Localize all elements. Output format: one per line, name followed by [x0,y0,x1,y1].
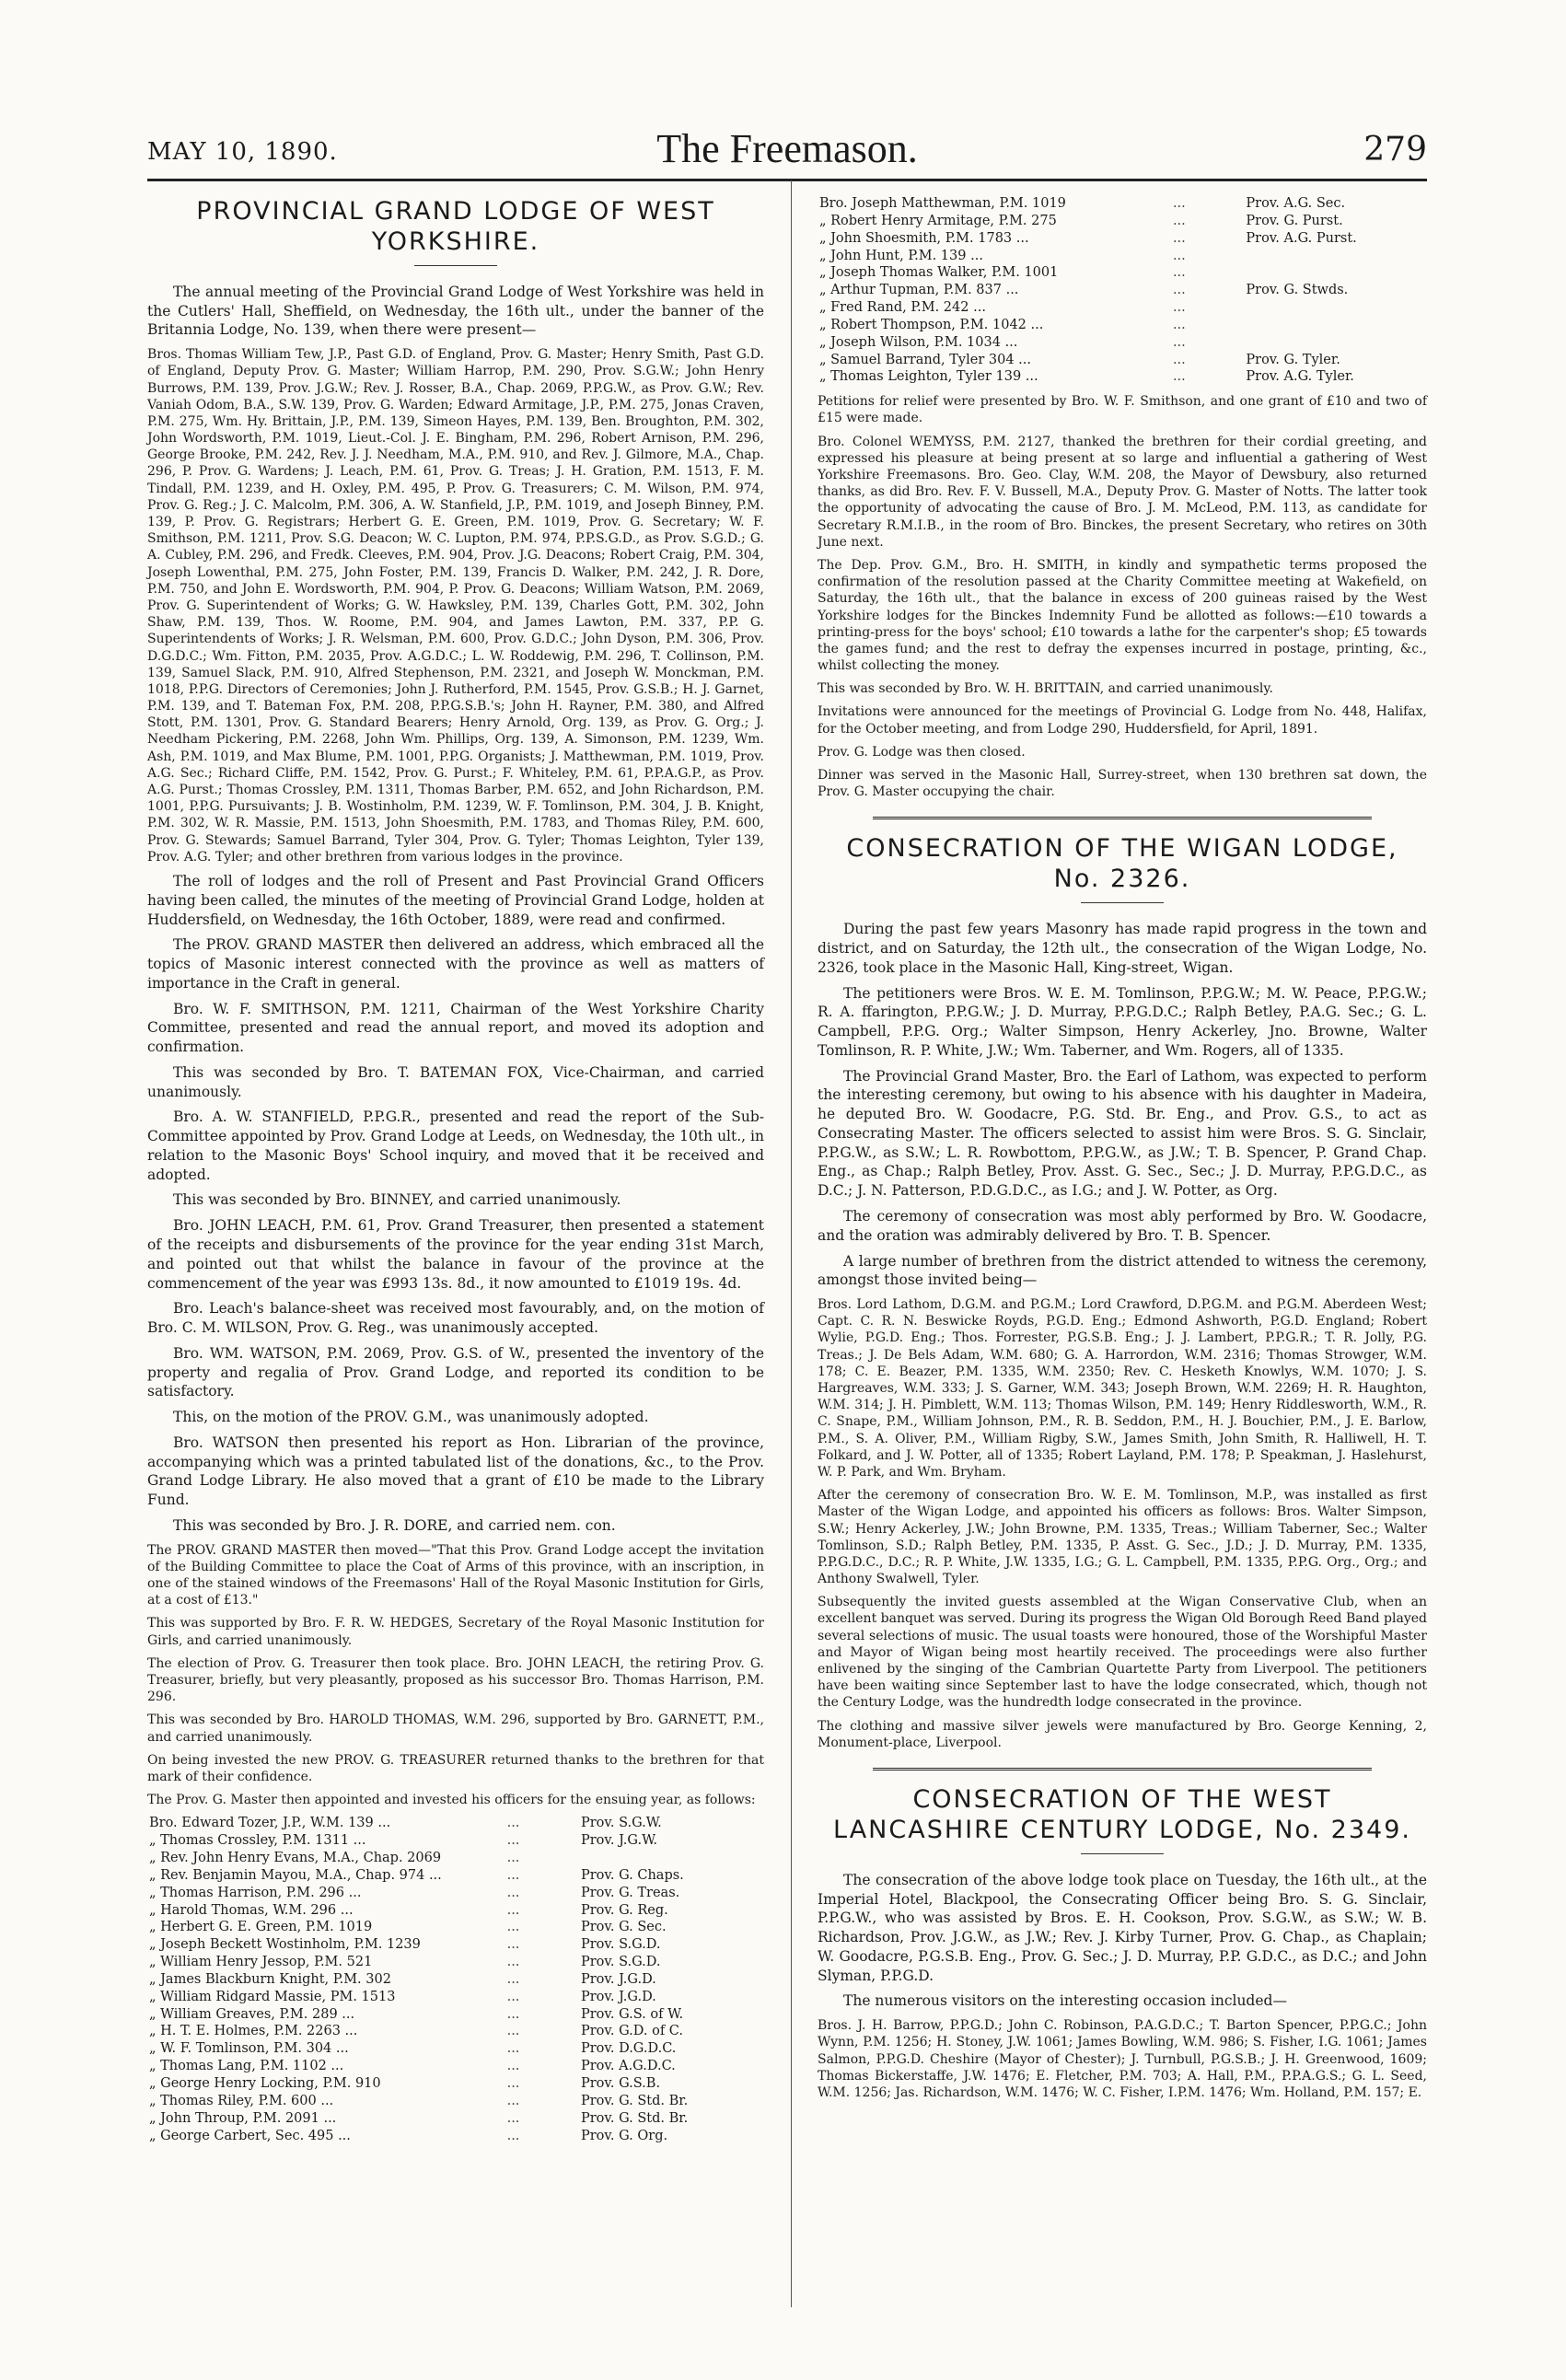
leader-dots: ... [506,2093,520,2108]
paragraph: Bro. Leach's balance-sheet was received most favourably, and, on the motion of Bro. C. M. WILSON, Prov. G. Reg., was unanimously accepted. [147,1300,764,1337]
officer-row [147,1954,764,1971]
paragraph: The petitioners were Bros. W. E. M. Tomlinson, P.P.G.W.; M. W. Peace, P.P.G.W.; R. A. ffarington, P.P.G.W.; J. D. Murray, P.P.G.D.C.; Ralph Betley, P.A.G. Sec.; G. L. Campbell, P.P.G. Org.; Walter Simpson, Henry Ackerley, Jno. Browne, Walter Tomlinson, R. P. White, J.W.; Wm. Taberner, and Wm. Rogers, all of 1335. [818,984,1427,1059]
officer-office: Prov. G. Treas. [580,1885,680,1900]
paragraph: During the past few years Masonry has made rapid progress in the town and district, and on Saturday, the 12th ult., the consecration of the Wigan Lodge, No. 2326, took place in the Masonic Hall, King-street, Wigan. [818,921,1427,976]
paragraph: Bro. Colonel WEMYSS, P.M. 2127, thanked the brethren for their cordial greeting, and expressed his pleasure at being present at so large and influential a gathering of West Yorkshire Freemasons. Bro. Geo. Clay, W.M. 208, the Mayor of Dewsbury, also returned thanks, as did Bro. Rev. F. V. Bussell, M.A., Deputy Prov. G. Master of Notts. The latter took the opportunity of advocating the cause of Bro. J. M. McLeod, P.M. 113, as candidate for Secretary R.M.I.B., in the room of Bro. Binckes, the present Secretary, who retires on 30th June next. [818,434,1427,550]
paragraph: This was seconded by Bro. J. R. DORE, and carried nem. con. [173,1516,616,1534]
officer-office: Prov. G. Sec. [580,1920,667,1935]
leader-dots: ... [506,2128,520,2143]
officer-office [1244,334,1427,352]
officer-row [147,1867,764,1885]
paragraph: This was seconded by Bro. BINNEY, and carried unanimously. [173,1191,621,1209]
officer-row [147,1902,764,1920]
paragraph: This, on the motion of the PROV. G.M., was unanimously adopted. [173,1409,649,1426]
leader-dots: ... [506,1955,520,1970]
short-rule [414,265,497,266]
masthead-rule [147,179,1427,181]
paragraph: The numerous visitors on the interesting occasion included— [843,1992,1287,2010]
officer-office: Prov. A.G. Tyler. [1246,369,1354,385]
paragraph: The ceremony of consecration was most ably performed by Bro. W. Goodacre, and the oration was admirably delivered by Bro. T. B. Spencer. [818,1208,1427,1244]
officer-name: „ Harold Thomas, W.M. 296 ... [149,1902,354,1918]
officer-name: „ William Henry Jessop, P.M. 521 [149,1955,373,1970]
paragraph: This was seconded by Bro. W. H. BRITTAIN, and carried unanimously. [818,681,1273,697]
leader-dots: ... [1172,230,1186,246]
officer-office [1244,248,1427,265]
leader-dots: ... [1172,213,1186,228]
officer-name: „ H. T. E. Holmes, P.M. 2263 ... [149,2024,358,2039]
leader-dots: ... [1172,248,1186,263]
officer-name: „ Thomas Leighton, Tyler 139 ... [819,369,1038,385]
issue-date: MAY 10, 1890. [147,138,338,166]
officer-row [818,368,1427,386]
heading-line: CONSECRATION OF THE WEST [912,1784,1332,1814]
visitors-list: Bros. J. H. Barrow, P.P.G.D.; John C. Robinson, P.A.G.D.C.; T. Barton Spencer, P.P.G.C.; John Wynn, P.M. 1256; H. Stoney, J.W. 1061; James Bowling, W.M. 986; S. Fisher, I.G. 1061; James Salmon, P.P.G.D. Cheshire (Mayor of Chester); J. Turnbull, P.G.S.B.; J. H. Greenwood, 1609; Thomas Bickerstaffe, J.W. 1476; E. Fletcher, P.M. 703; A. Hall, P.M., P.P.A.G.S.; G. L. Seed, W.M. 1256; Jas. Richardson, W.M. 1476; W. C. Fisher, I.P.M. 1476; Wm. Holland, P.M. 157; E. [818,2018,1427,2100]
officer-row [147,2110,764,2128]
leader-dots: ... [506,2024,520,2039]
article-heading-wigan [818,834,1427,895]
leader-dots: ... [506,1989,520,2004]
officer-name: „ William Greaves, P.M. 289 ... [149,2006,355,2022]
officer-row [818,352,1427,369]
newspaper-title: The Freemason. [656,126,918,171]
officer-office [1244,317,1427,334]
officer-row [147,2128,764,2145]
officer-row [147,1971,764,1989]
officer-name: „ George Carbert, Sec. 495 ... [149,2128,351,2143]
paragraph: The Prov. G. Master then appointed and invested his officers for the ensuing year, as follows: [147,1793,756,1808]
officer-office: Prov. G. Purst. [1246,213,1343,228]
officer-name: „ Herbert G. E. Green, P.M. 1019 [149,1920,373,1935]
invited-list: Bros. Lord Lathom, D.G.M. and P.G.M.; Lord Crawford, D.P.G.M. and P.G.M. Aberdeen West; Capt. C. R. N. Beswicke Royds, P.G.D. Eng.; Edmond Ashworth, P.G.D. England; Robert Wylie, P.G.D. Eng.; Thos. Forrester, P.G.S.B. Eng.; J. J. Lambert, P.P.G.R.; T. R. Jolly, P.G. Treas.; J. De Bels Adam, W.M. 680; G. A. Harrordon, W.M. 2316; Thomas Strowger, W.M. 178; C. E. Beazer, P.M. 1335, W.M. 2350; Rev. C. Hesketh Knowlys, W.M. 1070; J. S. Hargreaves, W.M. 333; J. S. Garner, W.M. 343; Joseph Brown, W.M. 2269; H. R. Haughton, W.M. 314; J. H. Pimblett, W.M. 113; Thomas Wilson, P.M. 149; Henry Riddlesworth, W.M., R. C. Snape, P.M., William Johnson, P.M., R. B. Seddon, P.M., H. J. Bouchier, P.M., J. E. Barlow, P.M., S. A. Oliver, P.M., William Rigby, S.W., James Smith, John Smith, R. Halliwell, H. T. Folkard, and J. W. Potter, all of 1335; Robert Layland, P.M. 178; P. Speakman, J. Haslehurst, W. P. Park, and Wm. Bryham. [818,1297,1427,1480]
paragraph: Dinner was served in the Masonic Hall, Surrey-street, when 130 brethren sat down, the Prov. G. Master occupying the chair. [818,768,1427,800]
leader-dots: ... [506,1833,520,1849]
attendees-list: Bros. Thomas William Tew, J.P., Past G.D. of England, Prov. G. Master; Henry Smith, Past G.D. of England, Deputy Prov. G. Master; William Harrop, P.M. 290, Prov. S.G.W.; John Henry Burrows, P.M. 139, Prov. J.G.W.; Rev. J. Rosser, B.A., Chap. 2069, P.P.G.W., as Prov. G.W.; Rev. Vaniah Odom, B.A., S.W. 139, Prov. G. Warden; Edward Armitage, J.P., P.M. 275, Jonas Craven, P.M. 275, Wm. Hy. Brittain, J.P., P.M. 139, Simeon Hayes, P.M. 139, Ben. Broughton, P.M. 302, John Wordsworth, P.M. 1019, Lieut.-Col. J. E. Bingham, P.M. 296, Robert Arnison, P.M. 296, George Brooke, P.M. 242, Rev. J. J. Needham, M.A., P.M. 910, and Rev. J. Gilmore, M.A., Chap. 296, P. Prov. G. Wardens; J. Leach, P.M. 61, Prov. G. Treas; J. H. Gration, P.M. 1513, F. M. Tindall, P.M. 1239, and H. Oxley, P.M. 495, P. Prov. G. Treasurers; C. M. Wilson, P.M. 974, Prov. G. Reg.; J. C. Malcolm, P.M. 306, A. W. Stanfield, J.P., P.M. 1019, and Joseph Binney, P.M. 139, P. Prov. G. Registrars; Herbert G. E. Green, P.M. 1019, Prov. G. Secretary; W. F. Smithson, P.M. 1211, Prov. S.G. Deacon; W. C. Lupton, P.M. 974, P.P.S.G.D., as Prov. S.G.D.; G. A. Cubley, P.M. 296, and Fredk. Cleeves, P.M. 904, Prov. J.G. Deacons; Robert Craig, P.M. 304, Joseph Lowenthal, P.M. 275, John Foster, P.M. 139, Francis D. Walker, P.M. 242, J. R. Dore, P.M. 750, and John E. Wordsworth, P.M. 904, P. Prov. G. Deacons; William Watson, P.M. 2069, Prov. G. Superintendent of Works; G. W. Hawksley, P.M. 139, Charles Gott, P.M. 302, John Shaw, P.M. 139, Thos. W. Roome, P.M. 904, and James Lawton, P.M. 337, P.P. G. Superintendents of Works; J. R. Welsman, P.M. 600, Prov. G.D.C.; John Dyson, P.M. 306, Prov. D.G.D.C.; Wm. Fitton, P.M. 2035, Prov. A.G.D.C.; L. W. Roddewig, P.M. 296, T. Collinson, P.M. 139, Samuel Slack, P.M. 910, Alfred Stephenson, P.M. 2321, and Joseph W. Monckman, P.M. 1018, P.P.G. Directors of Ceremonies; John J. Rutherford, P.M. 1545, Prov. G.S.B.; H. J. Garnet, P.M. 139, and T. Bateman Fox, P.M. 208, P.P.G.S.B.'s; John H. Rayner, P.M. 380, and Alfred Stott, P.M. 1301, Prov. G. Standard Bearers; Henry Arnold, Org. 139, as Prov. G. Org.; J. Needham Pickering, P.M. 2268, John Wm. Phillips, Org. 139, A. Simonson, P.M. 1239, Wm. Ash, P.M. 1019, and Max Blume, P.M. 1001, P.P.G. Organists; J. Matthewman, P.M. 1019, Prov. A.G. Sec.; Richard Cliffe, P.M. 1542, Prov. G. Purst.; F. Whiteley, P.M. 61, P.P.A.G.P., as Prov. A.G. Purst.; Thomas Crossley, P.M. 1311, Thomas Barber, P.M. 652, and John Richardson, P.M. 1001, P.P.G. Pursuivants; J. B. Wostinholm, P.M. 1239, W. F. Tomlinson, P.M. 304, J. B. Knight, P.M. 302, W. R. Massie, P.M. 1513, John Shoesmith, P.M. 1783, and Thomas Riley, P.M. 600, Prov. G. Stewards; Samuel Barrand, Tyler 304, Prov. G. Tyler; Thomas Leighton, Tyler 139, Prov. A.G. Tyler; and other brethren from various lodges in the province. [147,347,764,865]
officer-office [1244,264,1427,282]
officer-office: Prov. G. Chaps. [580,1867,684,1883]
paragraph: This was seconded by Bro. HAROLD THOMAS, W.M. 296, supported by Bro. GARNETT, P.M., and carried unanimously. [147,1712,764,1745]
officer-name: „ Fred Rand, P.M. 242 ... [819,300,986,316]
officer-office: Prov. A.G. Purst. [1246,230,1357,246]
officer-office: Prov. A.G.D.C. [580,2059,676,2074]
officer-row [147,2075,764,2093]
leader-dots: ... [1172,196,1186,211]
officer-row [147,2006,764,2024]
officers-table-continued [818,195,1427,386]
officer-row [818,195,1427,213]
officer-office: Prov. G. Org. [580,2128,668,2143]
officer-row [147,2093,764,2110]
officer-row [818,213,1427,230]
masthead [147,122,1427,177]
officer-office: Prov. J.G.D. [580,1971,656,1987]
officer-name: „ Robert Henry Armitage, P.M. 275 [819,213,1057,228]
officer-name: „ Joseph Wilson, P.M. 1034 ... [819,334,1018,350]
paragraph: Bro. WM. WATSON, P.M. 2069, Prov. G.S. of W., presented the inventory of the property and regalia of Prov. Grand Lodge, and reported its condition to be satisfactory. [147,1344,764,1400]
officer-name: „ Arthur Tupman, P.M. 837 ... [819,283,1019,298]
officer-row [147,1936,764,1954]
officer-office: Prov. S.G.D. [580,1937,661,1953]
left-column [147,192,764,2152]
officer-row [147,2023,764,2040]
officer-name: „ W. F. Tomlinson, P.M. 304 ... [149,2041,349,2057]
officer-row [147,1815,764,1832]
officer-row [818,282,1427,299]
officer-name: „ James Blackburn Knight, P.M. 302 [149,1971,391,1987]
officer-office: Prov. S.G.D. [580,1955,661,1970]
officer-row [147,1885,764,1902]
leader-dots: ... [506,1902,520,1918]
officer-row [147,1850,764,1867]
page-number: 279 [1363,131,1427,168]
leader-dots: ... [1172,317,1186,332]
officer-row [147,2058,764,2075]
officer-office: Prov. S.G.W. [580,1816,662,1831]
section-rule [873,1768,1372,1770]
leader-dots: ... [1172,283,1186,298]
officer-name: „ Thomas Lang, P.M. 1102 ... [149,2059,344,2074]
paragraph: The clothing and massive silver jewels were manufactured by Bro. George Kenning, 2, Monument-place, Liverpool. [818,1718,1427,1750]
article-heading-west-lancashire [818,1785,1427,1846]
paragraph: Bro. W. F. SMITHSON, P.M. 1211, Chairman of the West Yorkshire Charity Committee, presented and read the annual report, and moved its adoption and confirmation. [147,1000,764,1056]
officer-row [147,1989,764,2006]
officer-name: „ Joseph Beckett Wostinholm, P.M. 1239 [149,1937,421,1953]
paragraph: The election of Prov. G. Treasurer then took place. Bro. JOHN LEACH, the retiring Prov. G. Treasurer, briefly, but very pleasantly, proposed as his successor Bro. Thomas Harrison, P.M. 296. [147,1655,764,1705]
officer-name: „ George Henry Locking, P.M. 910 [149,2076,381,2091]
officer-name: „ Robert Thompson, P.M. 1042 ... [819,317,1044,332]
officer-name: Bro. Joseph Matthewman, P.M. 1019 [819,196,1066,211]
officer-name: „ Thomas Riley, P.M. 600 ... [149,2093,334,2108]
leader-dots: ... [506,2076,520,2091]
officer-name: „ Rev. John Henry Evans, M.A., Chap. 2069 [149,1851,442,1866]
officer-office: Prov. J.G.D. [580,1989,656,2004]
paragraph: Bro. WATSON then presented his report as Hon. Librarian of the province, accompanying which was a printed tabulated list of the donations, &c., to the Prov. Grand Lodge Library. He also moved that a grant of £10 be made to the Library Fund. [147,1434,764,1509]
paragraph: Invitations were announced for the meetings of Provincial G. Lodge from No. 448, Halifax, for the October meeting, and from Lodge 290, Huddersfield, for April, 1891. [818,704,1427,737]
section-rule [873,817,1372,819]
officer-office: Prov. D.G.D.C. [580,2041,677,2057]
paragraph: A large number of brethren from the district attended to witness the ceremony, amongst those invited being— [818,1252,1427,1289]
paragraph: On being invested the new PROV. G. TREASURER returned thanks to the brethren for that mark of their confidence. [147,1752,764,1784]
officer-name: „ Joseph Thomas Walker, P.M. 1001 [819,265,1059,281]
officer-office: Prov. G. Std. Br. [580,2110,689,2126]
officer-row [818,317,1427,334]
leader-dots: ... [506,1885,520,1900]
officers-table [147,1815,764,2144]
leader-dots: ... [1172,369,1186,385]
officer-name: „ William Ridgard Massie, PM. 1513 [149,1989,396,2004]
officer-office: Prov. G. Std. Br. [580,2093,689,2108]
officer-name: „ Rev. Benjamin Mayou, M.A., Chap. 974 ... [149,1867,442,1883]
paragraph: After the ceremony of consecration Bro. W. E. M. Tomlinson, M.P., was installed as first Master of the Wigan Lodge, and appointed his officers as follows: Bros. Walter Simpson, S.W.; Henry Ackerley, J.W.; John Browne, P.M. 1335, Treas.; William Taberner, Sec.; Walter Tomlinson, S.D.; Ralph Betley, P.M. 1335, P. Asst. G. Sec., J.D.; J. D. Murray, P.M. 1335, P.P.G.D.C., D.C.; R. P. White, J.W. 1335, I.G.; G. L. Campbell, P.M. 1335, P.P.G. Org., Org.; and Anthony Swalwell, Tyler. [818,1488,1427,1587]
paragraph: The PROV. GRAND MASTER then moved—"That this Prov. Grand Lodge accept the invitation of the Building Committee to place the Coat of Arms of this province, with an inscription, in one of the stained windows of the Freemasons' Hall of the Royal Masonic Institution for Girls, at a cost of £13." [147,1542,764,1608]
paragraph: The consecration of the above lodge took place on Tuesday, the 16th ult., at the Imperial Hotel, Blackpool, the Consecrating Officer being Bro. S. G. Sinclair, P.P.G.W., who was assisted by Bros. E. H. Cookson, Prov. S.G.W., as S.W.; W. B. Richardson, Prov. J.G.W., as J.W.; Rev. J. Kirby Turner, Prov. G. Chap., as Chaplain; W. Goodacre, P.G.S.B. Eng., Prov. G. Sec.; J. D. Murray, P.P. G.D.C., as D.C.; and John Slyman, P.P.G.D. [818,1871,1427,1984]
officer-name: „ Thomas Crossley, P.M. 1311 ... [149,1833,366,1849]
leader-dots: ... [506,2006,520,2022]
paragraph: The annual meeting of the Provincial Grand Lodge of West Yorkshire was held in the Cutlers' Hall, Sheffield, on Wednesday, the 16th ult., under the banner of the Britannia Lodge, No. 139, when there were present— [147,283,764,339]
paragraph: This was seconded by Bro. T. BATEMAN FOX, Vice-Chairman, and carried unanimously. [147,1063,764,1100]
paragraph: The roll of lodges and the roll of Present and Past Provincial Grand Officers having been called, the minutes of the meeting of Provincial Grand Lodge, holden at Huddersfield, on Wednesday, the 16th October, 1889, were read and confirmed. [147,872,764,928]
officer-office: Prov. G.D. of C. [580,2024,683,2039]
officer-row [818,264,1427,282]
leader-dots: ... [1172,300,1186,316]
paragraph: Bro. A. W. STANFIELD, P.P.G.R., presented and read the report of the Sub-Committee appointed by Prov. Grand Lodge at Leeds, on Wednesday, the 10th ult., in relation to the Masonic Boys' School inquiry, and moved that it be received and adopted. [147,1109,764,1183]
officer-office: Prov. A.G. Sec. [1246,196,1346,211]
officer-office: Prov. G.S.B. [580,2076,661,2091]
short-rule [1081,902,1164,903]
officer-row [147,1832,764,1850]
paragraph: Petitions for relief were presented by Bro. W. F. Smithson, and one grant of £10 and two of £15 were made. [818,394,1427,426]
heading-line: LANCASHIRE CENTURY LODGE, No. 2349. [833,1815,1411,1844]
leader-dots: ... [506,1920,520,1935]
officer-name: „ John Throup, P.M. 2091 ... [149,2110,337,2126]
officer-office: Prov. G. Reg. [580,1902,668,1918]
heading-line: CONSECRATION OF THE WIGAN LODGE, [846,834,1398,864]
leader-dots: ... [1172,334,1186,350]
paragraph: Prov. G. Lodge was then closed. [818,744,1026,760]
officer-office: Prov. J.G.W. [580,1833,658,1849]
leader-dots: ... [506,2059,520,2074]
officer-office [1244,299,1427,317]
leader-dots: ... [506,1971,520,1987]
leader-dots: ... [1172,352,1186,367]
officer-name: „ John Hunt, P.M. 139 ... [819,248,983,263]
leader-dots: ... [506,1937,520,1953]
officer-row [818,230,1427,248]
officer-row [818,334,1427,352]
officer-name: Bro. Edward Tozer, J.P., W.M. 139 ... [149,1816,391,1831]
leader-dots: ... [1172,265,1186,281]
paragraph: The Provincial Grand Master, Bro. the Earl of Lathom, was expected to perform the interesting ceremony, but owing to his absence with his daughter in Madeira, he deputed Bro. W. Goodacre, P.G. Std. Br. Eng., and Prov. G.S., to act as Consecrating Master. The officers selected to assist him were Bros. S. G. Sinclair, P.P.G.W., as S.W.; L. R. Rowbottom, P.P.G.W., as J.W.; T. B. Spencer, P. Grand Chap. Eng., as Chap.; Ralph Betley, Prov. Asst. G. Sec., Sec.; J. D. Murray, P.P.G.D.C., as D.C.; J. N. Patterson, P.D.G.D.C., as I.G.; and J. W. Potter, as Org. [818,1067,1427,1200]
officer-row [818,248,1427,265]
officer-name: „ Thomas Harrison, P.M. 296 ... [149,1885,362,1900]
paragraph: Subsequently the invited guests assembled at the Wigan Conservative Club, when an excellent banquet was served. During its progress the Wigan Old Borough Reed Band played several selections of music. The usual toasts were honoured, those of the Worshipful Master and Mayor of Wigan being most heartily received. The proceedings were also further enlivened by the singing of the Cambrian Quartette Party from Liverpool. The petitioners have been waiting since September last to have the lodge consecrated, which, though not the Century Lodge, was the hundredth lodge consecrated in the province. [818,1595,1427,1711]
officer-office [579,1850,764,1867]
paragraph: Bro. JOHN LEACH, P.M. 61, Prov. Grand Treasurer, then presented a statement of the receipts and disbursements of the province for the year ending 31st March, and pointed out that whilst the balance in favour of the province at the commencement of the year was £993 13s. 8d., it now amounted to £1019 19s. 4d. [147,1217,764,1292]
paragraph: This was supported by Bro. F. R. W. HEDGES, Secretary of the Royal Masonic Institution for Girls, and carried unanimously. [147,1616,764,1648]
officer-row [818,299,1427,317]
officer-office: Prov. G. Stwds. [1246,283,1349,298]
short-rule [1081,1853,1164,1854]
officer-row [147,1919,764,1936]
leader-dots: ... [506,1816,520,1831]
leader-dots: ... [506,2110,520,2126]
heading-line: No. 2326. [1053,865,1191,894]
officer-name: „ John Shoesmith, P.M. 1783 ... [819,230,1029,246]
article-heading-west-yorkshire: PROVINCIAL GRAND LODGE OF WEST YORKSHIRE. [196,197,715,256]
leader-dots: ... [506,2041,520,2057]
right-column [818,192,1427,2107]
officer-row [147,2040,764,2058]
column-divider [791,180,792,2307]
paragraph: The PROV. GRAND MASTER then delivered an address, which embraced all the topics of Masonic interest connected with the province as well as matters of importance in the Craft in general. [147,936,764,992]
leader-dots: ... [506,1867,520,1883]
officer-office: Prov. G.S. of W. [580,2006,684,2022]
officer-office: Prov. G. Tyler. [1246,352,1340,367]
leader-dots: ... [506,1851,520,1866]
paragraph: The Dep. Prov. G.M., Bro. H. SMITH, in kindly and sympathetic terms proposed the confirmation of the resolution passed at the Charity Committee meeting at Wakefield, on Saturday, the 16th ult., that the balance in excess of 200 guineas raised by the West Yorkshire lodges for the Binckes Indemnity Fund be allotted as follows:—£10 towards a printing-press for the boys' school; £10 towards a lathe for the carpenter's shop; £5 towards the games fund; and the rest to defray the expenses incurred in postage, printing, &c., whilst collecting the money. [818,557,1427,674]
officer-name: „ Samuel Barrand, Tyler 304 ... [819,352,1031,367]
